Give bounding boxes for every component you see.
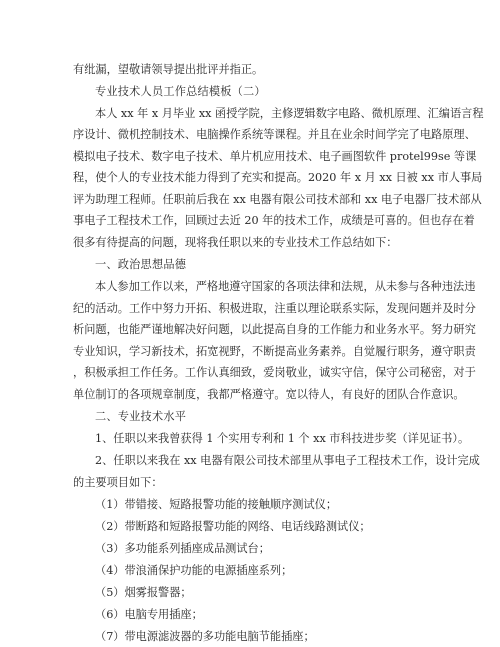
- body-line: 序设计、微机控制技术、电脑操作系统等课程。并且在业余时间学完了电路原理、: [73, 128, 476, 141]
- body-line: 有纰漏，望敬请领导提出批评并指正。: [73, 63, 264, 76]
- body-line: 单位制订的各项规章制度，我都严格遵守。宽以待人，有良好的团队合作意识。: [73, 388, 465, 401]
- body-line: 程，使个人的专业技术能力得到了充实和提高。2020 年 x 月 xx 日被 xx 市人事局: [73, 171, 483, 184]
- body-line: 1、任职以来我曾获得 1 个实用专利和 1 个 xx 市科技进步奖（详见证书）。: [95, 432, 470, 445]
- body-line: 评为助理工程师。任职前后我在 xx 电器有限公司技术部和 xx 电子电器厂技术部从: [73, 193, 482, 206]
- section-heading: 二、专业技术水平: [95, 410, 187, 423]
- body-line: 事电子工程技术工作，回顾过去近 20 年的技术工作，成绩是可喜的。但也存在着: [73, 214, 475, 227]
- list-item: （6）电脑专用插座；: [95, 608, 203, 621]
- body-line: 2、任职以来我在 xx 电器有限公司技术部里从事电子工程技术工作，设计完成: [95, 454, 480, 467]
- list-item: （4）带浪涌保护功能的电源插座系列；: [95, 564, 293, 577]
- list-item: （2）带断路和短路报警功能的网络、电话线路测试仪；: [95, 520, 371, 533]
- document-title: 专业技术人员工作总结模板（二）: [95, 85, 266, 98]
- list-item: （5）烟雾报警器；: [95, 586, 192, 599]
- body-line: 专业知识，学习新技术，拓宽视野，不断提高业务素养。自觉履行职务，遵守职责: [73, 345, 476, 358]
- list-item: （3）多功能系列插座成品测试台；: [95, 542, 270, 555]
- body-line: 很多有待提高的问题，现将我任职以来的专业技术工作总结如下：: [73, 236, 398, 249]
- body-line: ，积极承担工作任务。工作认真细致，爱岗敬业，诚实守信，保守公司秘密，对于: [73, 366, 476, 379]
- body-line: 本人 xx 年 x 月毕业 xx 函授学院，主修逻辑数字电路、微机原理、汇编语言程: [95, 107, 484, 120]
- list-item: （1）带错接、短路报警功能的接触顺序测试仪；: [95, 498, 338, 511]
- body-line: 的主要项目如下：: [73, 476, 163, 489]
- body-line: 模拟电子技术、数字电子技术、单片机应用技术、电子画图软件 protel99se 等课: [73, 150, 477, 163]
- body-line: 析问题，也能严谨地解决好问题，以此提高自身的工作能力和业务水平。努力研究: [73, 323, 476, 336]
- body-line: 本人参加工作以来，严格地遵守国家的各项法律和法规，从未参与各种违法违: [95, 280, 476, 293]
- body-line: 纪的活动。工作中努力开拓、积极进取，注重以理论联系实际，发现问题并及时分: [73, 302, 476, 315]
- section-heading: 一、政治思想品德: [95, 258, 187, 271]
- list-item: （7）带电源滤波器的多功能电脑节能插座；: [95, 630, 315, 643]
